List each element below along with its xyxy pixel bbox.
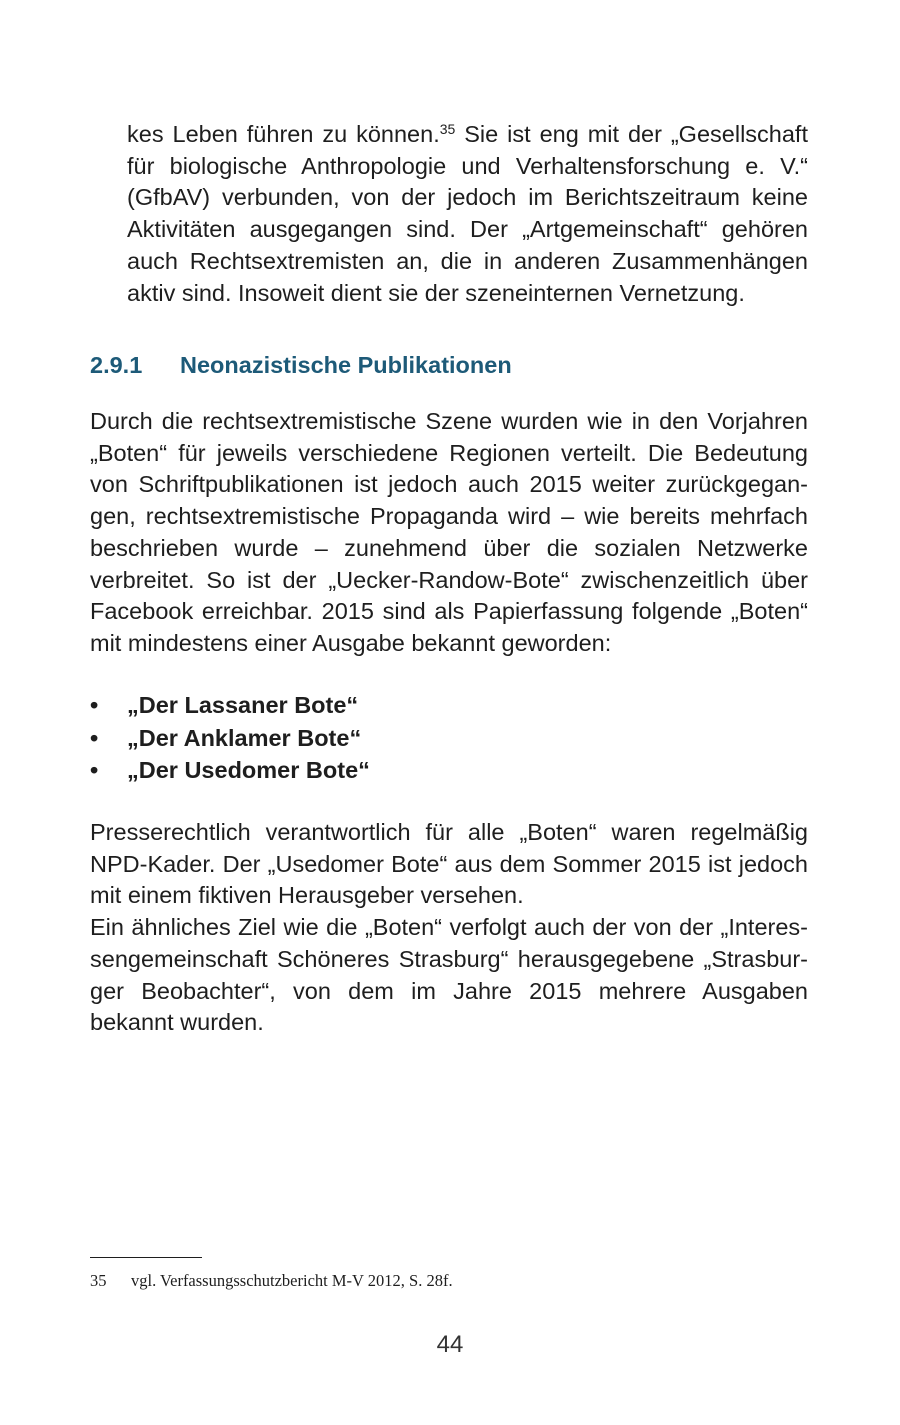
list-item xyxy=(90,689,808,722)
intro-text-rest: Sie ist eng mit der „Gesellschaft für biologische Anthropologie und Verhaltensforschung e. V.“ (GfbAV) verbunden, von der jedoch im Berichtszeitraum keine Aktivitäten ausgegangen sind. Der „Artgemeinschaft“ gehören auch Rechtsextremisten an, die in anderen Zusammenhängen aktiv sind. Insoweit dient sie der szeneinternen Vernetzung. xyxy=(127,121,808,306)
footnote xyxy=(90,1270,808,1292)
section-number: 2.9.1 xyxy=(90,352,143,378)
footnote-text: vgl. Verfassungsschutzbericht M-V 2012, S. 28f. xyxy=(131,1271,453,1290)
boten-list xyxy=(90,689,808,787)
footnote-reference[interactable]: 35 xyxy=(439,121,456,137)
list-item-text: „Der Usedomer Bote“ xyxy=(127,757,370,783)
page-number: 44 xyxy=(436,1331,464,1358)
strasburg-paragraph: Ein ähnliches Ziel wie die „Boten“ verfolgt auch der von der „Interessengemeinschaft Schöneres Strasburg“ herausgegebene „Strasburger Beobachter“, von dem im Jahre 2015 mehrere Ausgaben bekannt wurden. xyxy=(90,914,808,1036)
bullet-marker: • xyxy=(90,692,99,718)
list-item-text: „Der Lassaner Bote“ xyxy=(127,692,359,718)
footnote-number: 35 xyxy=(90,1271,107,1290)
main-paragraph: Durch die rechtsextremistische Szene wurden wie in den Vorjahren „Boten“ für jeweils verschiedene Regionen verteilt. Die Bedeutung von Schriftpublikationen ist jedoch auch 2015 weiter zurückgegangen, rechtsextremistische Propaganda wird – wie bereits mehrfach beschrieben wurde – zunehmend über die sozialen Netzwerke verbreitet. So ist der „Uecker-Randow-Bote“ zwischenzeitlich über Facebook erreichbar. 2015 sind als Papierfassung folgende „Boten“ mit mindestens einer Ausgabe bekannt geworden: xyxy=(90,408,808,656)
intro-paragraph xyxy=(127,119,808,309)
footnote-separator xyxy=(90,1257,202,1258)
section-title: Neonazistische Publikationen xyxy=(180,352,512,378)
list-item-text: „Der Anklamer Bote“ xyxy=(127,724,362,751)
bullet-marker: • xyxy=(90,757,99,783)
section-heading xyxy=(90,349,808,381)
intro-text-start: kes Leben führen zu können. xyxy=(127,121,440,147)
press-paragraph: Presserechtlich verantwortlich für alle „Boten“ waren regelmäßig NPD-Kader. Der „Usedomer Bote“ aus dem Sommer 2015 ist jedoch mit einem fiktiven Herausgeber versehen. xyxy=(90,819,808,909)
bullet-marker: • xyxy=(90,724,99,751)
list-item xyxy=(90,722,808,755)
closing-paragraphs xyxy=(90,817,808,1039)
list-item xyxy=(90,754,808,787)
